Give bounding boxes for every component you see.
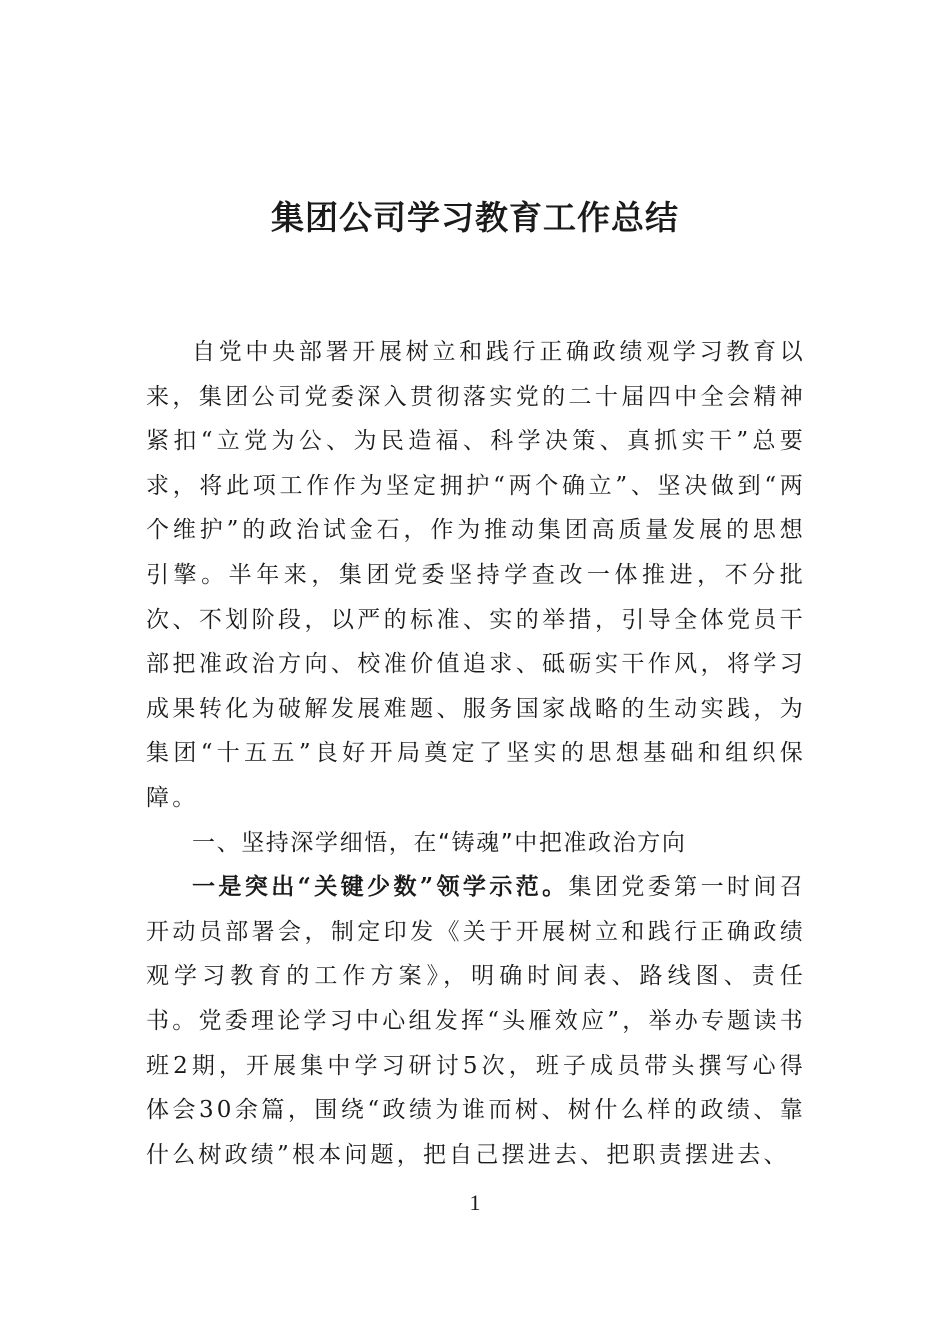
document-title: 集团公司学习教育工作总结 [271,198,679,237]
point-one-paragraph [146,865,806,1177]
intro-paragraph: 自党中央部署开展树立和践行正确政绩观学习教育以来，集团公司党委深入贯彻落实党的二十届四中全会精神紧扣“立党为公、为民造福、科学决策、真抓实干”总要求，将此项工作作为坚定拥护“两个确立”、坚决做到“两个维护”的政治试金石，作为推动集团高质量发展的思想引擎。半年来，集团党委坚持学查改一体推进，不分批次、不划阶段，以严的标准、实的举措，引导全体党员干部把准政治方向、校准价值追求、砥砺实干作风，将学习成果转化为破解发展难题、服务国家战略的生动实践，为集团“十五五”良好开局奠定了坚实的思想基础和组织保障。 [146,339,806,811]
document-body [146,330,806,1177]
page-number: 1 [469,1190,481,1215]
section-heading: 一、坚持深学细悟，在“铸魂”中把准政治方向 [192,829,687,856]
point-one-lead: 一是突出“关键少数”领学示范。 [192,873,569,901]
point-one-body: 集团党委第一时间召开动员部署会，制定印发《关于开展树立和践行正确政绩观学习教育的工作方案》，明确时间表、路线图、责任书。党委理论学习中心组发挥“头雁效应”，举办专题读书班2期，开展集中学习研讨5次，班子成员带头撰写心得体会30余篇，围绕“政绩为谁而树、树什么样的政绩、靠什么树政绩”根本问题，把自己摆进去、把职责摆进去、 [146,874,806,1168]
